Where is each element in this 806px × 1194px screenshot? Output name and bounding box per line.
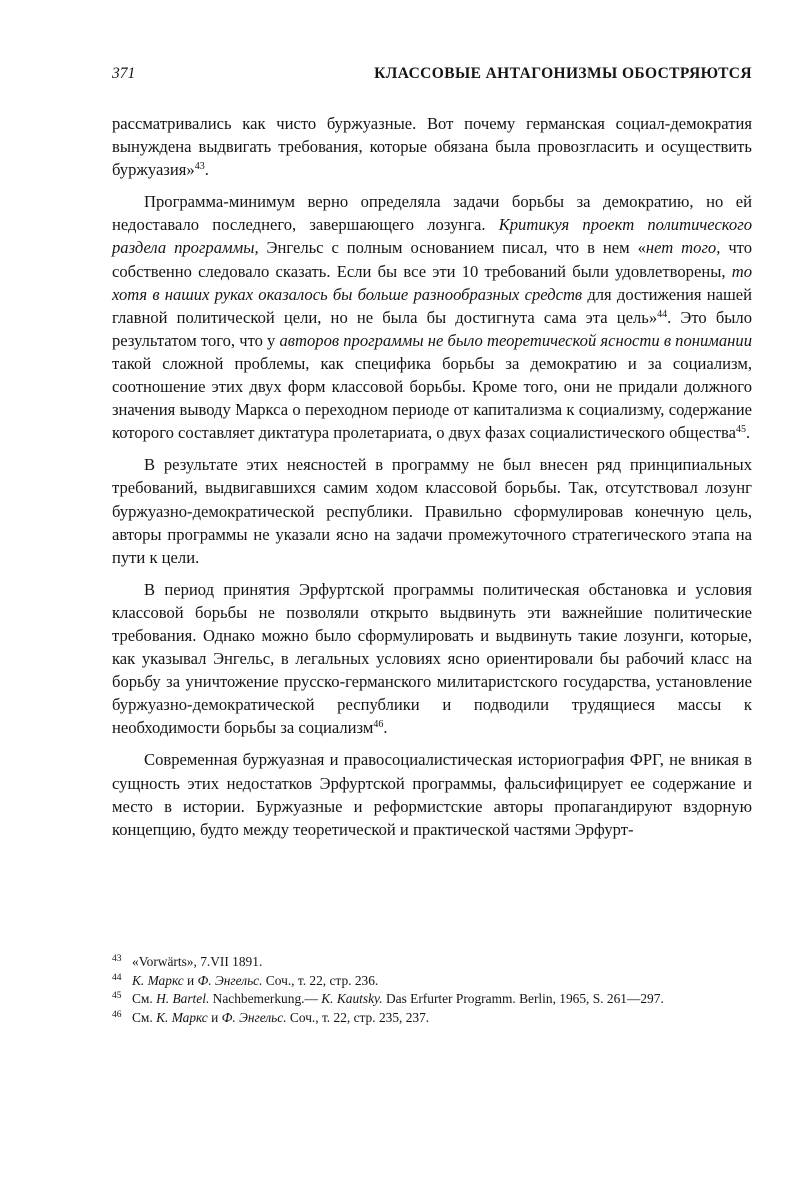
footnote-number: 43: [112, 954, 122, 964]
page-number: 371: [112, 65, 136, 82]
paragraph-3: В результате этих неясностей в программу не был внесен ряд принципиальных требований, выдвигавшихся самим ходом классовой борьбы. Так, отсутствовал лозунг буржуазно-демократической республики. Правильно сформулировав конечную цель, авторы программы не указали ясно на задачи промежуточного стратегического этапа на пути к цели.: [112, 455, 752, 567]
footnote-number: 46: [112, 1009, 122, 1020]
footnote-46: 46 См. К. Маркс и Ф. Энгельс. Соч., т. 22, стр. 235, 237.: [112, 1009, 752, 1028]
footnote-ref-44: 44: [657, 308, 668, 320]
paragraph-5: Современная буржуазная и правосоциалистическая историография ФРГ, не вникая в сущность этих недостатков Эрфуртской программы, фальсифицирует ее содержание и место в истории. Буржуазные и реформистские авторы пропагандируют вздорную концепцию, будто между теоретической и практической частями Эрфурт-: [112, 750, 752, 839]
footnote-45: 45 См. H. Bartel. Nachbemerkung.— K. Kautsky. Das Erfurter Programm. Berlin, 1965, S. 261—297.: [112, 990, 752, 1009]
running-title: КЛАССОВЫЕ АНТАГОНИЗМЫ ОБОСТРЯЮТСЯ: [374, 65, 752, 82]
main-text: [112, 112, 752, 841]
paragraph-4: В период принятия Эрфуртской программы политическая обстановка и условия классовой борьбы не позволяли открыто выдвинуть эти важнейшие политические требования. Однако можно было сформулировать и выдвинуть такие лозунги, которые, как указывал Энгельс, в легальных условиях ясно ориентировали бы рабочий класс на борьбу за уничтожение прусско-германского милитаристского государства, установление буржуазно-демократической республики и подводили трудящиеся массы к необходимости борьбы за социализм$^{46}$.: [112, 579, 752, 738]
footnote-43: 43 «Vorwärts», 7.VII 1891.: [112, 953, 752, 972]
footnote-ref-46: 46: [373, 719, 384, 731]
footnote-44: 44 К. Маркс и Ф. Энгельс. Соч., т. 22, стр. 236.: [112, 972, 752, 991]
paragraph-1: рассматривались как чисто буржуазные. Вот почему германская социал-демократия вынуждена выдвигать требования, которые обязана была провозгласить и осуществить буржуазия»$^{43}$.: [112, 114, 752, 180]
footnote-ref-43: 43: [194, 161, 205, 173]
footnotes: [112, 953, 752, 1027]
footnote-ref-45: 45: [735, 424, 746, 436]
paragraph-2: Программа-минимум верно определяла задачи борьбы за демократию, но ей недоставало последнего, завершающего лозунга. Критикуя проект политического раздела программы, Энгельс с полным основанием писал, что в нем «нет того, что собственно следовало сказать. Если бы все эти 10 требований были удовлетворены, то хотя в наших руках оказалось бы больше разнообразных средств для достижения нашей главной политической цели, но не была бы достигнута сама эта цель»$^{44}$. Это было результатом того, что у авторов программы не было теоретической ясности в понимании такой сложной проблемы, как специфика борьбы за демократию и за социализм, соотношение этих двух форм классовой борьбы. Кроме того, они не придали должного значения выводу Маркса о переходном периоде от капитализма к социализму, содержание которого составляет диктатура пролетариата, о двух фазах социалистического общества$^{45}$.: [112, 192, 753, 443]
footnote-number: 45: [112, 991, 122, 1001]
footnote-number: 44: [112, 972, 122, 983]
page-header: [112, 63, 752, 85]
